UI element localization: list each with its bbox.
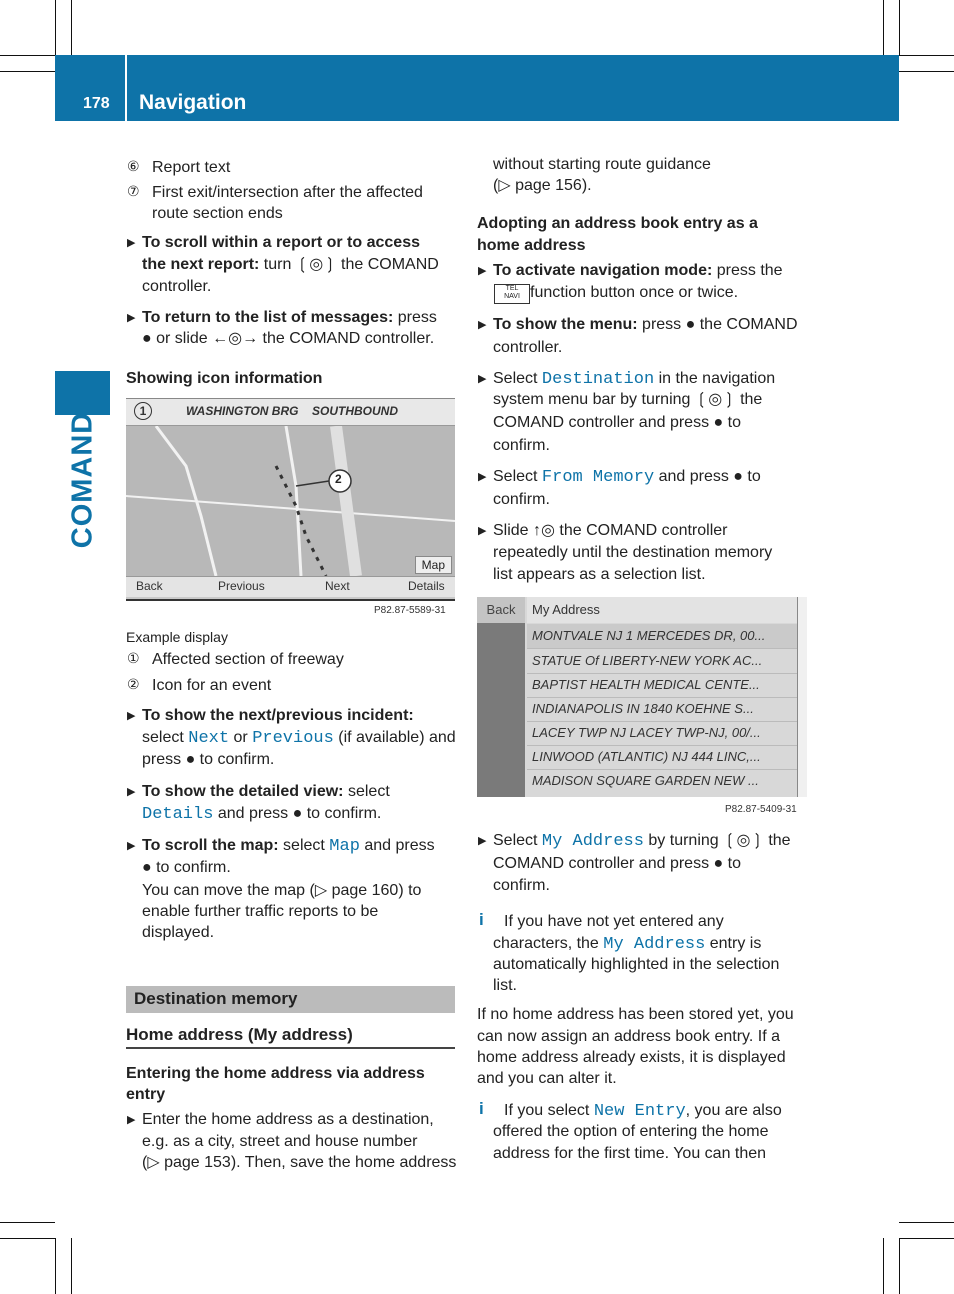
return-step-line2: ● or slide ←◎→ the COMAND controller. — [142, 330, 435, 347]
adopt-heading-line1: Adopting an address book entry as a — [477, 215, 758, 232]
info2-new-entry: New Entry — [593, 1102, 686, 1121]
list-item[interactable]: STATUE Of LIBERTY-NEW YORK AC... — [527, 649, 802, 674]
section-banner — [126, 986, 455, 1013]
list-item[interactable]: MONTVALE NJ 1 MERCEDES DR, 00... — [527, 624, 802, 649]
detail-step-text2: and press ● to confirm. — [213, 805, 382, 822]
enter-heading-line2: entry — [126, 1086, 166, 1103]
my-step-text: Select — [493, 832, 542, 849]
detail-step-line1 — [142, 781, 390, 803]
details-menu-item: Details — [142, 805, 214, 824]
list-item[interactable]: LACEY TWP NJ LACEY TWP-NJ, 00/... — [527, 721, 802, 746]
dest-step-line2: system menu bar by turning ❲◎❳ the — [493, 391, 763, 408]
crop-mark — [0, 1238, 55, 1239]
scroll-step-line3: controller. — [142, 278, 212, 295]
page-header — [55, 55, 899, 121]
crop-mark — [899, 55, 954, 56]
address-list-image — [477, 597, 806, 797]
crop-mark — [899, 1238, 954, 1239]
scroll-step-line2 — [142, 254, 439, 276]
map-softkey-bar — [126, 576, 455, 597]
para-line4: and you can alter it. — [477, 1070, 617, 1087]
callout-1: 1 — [134, 402, 152, 420]
info1-line2 — [493, 933, 761, 956]
crop-mark — [0, 55, 55, 56]
tel-label: TEL — [505, 285, 519, 292]
dest-step-text2: in the navigation — [654, 370, 776, 387]
map-display-image — [126, 398, 455, 601]
tel-navi-button-icon — [494, 284, 530, 304]
dest-step-line1 — [493, 368, 775, 391]
previous-softkey[interactable]: Previous — [218, 579, 265, 593]
menu-step-line1 — [493, 314, 798, 336]
map-road-bar — [126, 399, 455, 426]
menu-step-line2: controller. — [493, 339, 563, 356]
step-arrow-icon: ▶ — [478, 319, 487, 331]
map-step-line1 — [142, 835, 435, 858]
crop-mark — [71, 0, 72, 55]
list-image-caption: P82.87-5409-31 — [725, 804, 797, 815]
subsection-heading: Home address (My address) — [126, 1025, 353, 1044]
showing-heading: Showing icon information — [126, 370, 323, 387]
list-item[interactable]: MADISON SQUARE GARDEN NEW ... — [532, 773, 759, 788]
back-softkey[interactable]: Back — [136, 579, 163, 593]
map-graphic — [126, 426, 455, 576]
map-button[interactable]: Map — [415, 556, 452, 574]
number-6: ⑥ — [127, 158, 140, 174]
map-step-line4: enable further traffic reports to be — [142, 903, 379, 920]
map-step-text2: and press — [359, 837, 435, 854]
step-arrow-icon: ▶ — [127, 840, 136, 852]
map-image-caption: P82.87-5589-31 — [374, 605, 446, 616]
my-step-text2: by turning ❲◎❳ the — [643, 832, 791, 849]
info2-line1 — [504, 1100, 782, 1123]
enter-step-line3: (▷ page 153). Then, save the home address — [142, 1154, 457, 1171]
side-tab-block — [55, 371, 110, 415]
para-line3: home address already exists, it is displayed — [477, 1049, 786, 1066]
detail-step-bold: To show the detailed view: — [142, 783, 344, 800]
crop-mark — [883, 1238, 884, 1294]
info-icon: i — [479, 1099, 484, 1118]
my-address-menu-item: My Address — [541, 832, 644, 851]
enter-step-line2: e.g. as a city, street and house number — [142, 1133, 418, 1150]
map-direction: SOUTHBOUND — [312, 404, 398, 418]
enter-heading-line1: Entering the home address via address — [126, 1065, 425, 1082]
adopt-heading-line2: home address — [477, 237, 586, 254]
list-back-button[interactable]: Back — [477, 597, 525, 623]
dest-step-line3: COMAND controller and press ● to — [493, 414, 741, 431]
map-menu-item: Map — [329, 837, 360, 856]
activate-step-line1 — [493, 260, 783, 282]
next-step-text: select — [142, 729, 189, 746]
next-menu-item: Next — [188, 729, 230, 748]
activate-step-bold: To activate navigation mode: — [493, 262, 713, 279]
callout-2: 2 — [335, 472, 342, 486]
legend-1: Affected section of freeway — [152, 651, 344, 668]
map-step-bold: To scroll the map: — [142, 837, 279, 854]
details-softkey[interactable]: Details — [408, 579, 445, 593]
info2-line2: offered the option of entering the home — [493, 1123, 769, 1140]
map-area — [126, 426, 455, 576]
number-2: ② — [127, 676, 140, 692]
info2-text2: , you are also — [685, 1102, 782, 1119]
header-divider — [125, 55, 127, 121]
my-step-line3: confirm. — [493, 877, 550, 894]
example-display-label: Example display — [126, 629, 228, 645]
next-step-heading: To show the next/previous incident: — [142, 707, 414, 724]
info1-line1: If you have not yet entered any — [504, 913, 724, 930]
list-item[interactable]: LINWOOD (ATLANTIC) NJ 444 LINC,... — [527, 745, 802, 770]
item-report-text: Report text — [152, 159, 231, 176]
scroll-step-text: turn ❲◎❳ the COMAND — [259, 256, 439, 273]
side-tab-label: COMAND — [66, 411, 99, 549]
item-first-exit: First exit/intersection after the affected — [152, 184, 423, 201]
info2-line3: address for the first time. You can then — [493, 1145, 767, 1162]
step-arrow-icon: ▶ — [478, 373, 487, 385]
destination-menu-item: Destination — [541, 370, 655, 389]
activate-step-text: press the — [712, 262, 783, 279]
map-step-line2: ● to confirm. — [142, 859, 231, 876]
step-arrow-icon: ▶ — [478, 525, 487, 537]
next-step-line2 — [142, 727, 456, 750]
return-step-text: press — [393, 309, 437, 326]
step-arrow-icon: ▶ — [478, 265, 487, 277]
step-arrow-icon: ▶ — [127, 786, 136, 798]
my-step-line2: COMAND controller and press ● to — [493, 855, 741, 872]
map-step-text: select — [278, 837, 330, 854]
step-arrow-icon: ▶ — [478, 471, 487, 483]
slide-step-line3: list appears as a selection list. — [493, 566, 706, 583]
info2-text: If you select — [504, 1102, 594, 1119]
scroll-step-heading: To scroll within a report or to access — [142, 234, 420, 251]
crop-mark — [899, 1222, 954, 1223]
list-item[interactable]: BAPTIST HEALTH MEDICAL CENTE... — [527, 673, 802, 698]
map-step-line3: You can move the map (▷ page 160) to — [142, 882, 422, 899]
right-line2: (▷ page 156). — [493, 177, 592, 194]
scroll-step-bold: the next report: — [142, 256, 260, 273]
heading-rule — [126, 1047, 455, 1049]
map-step-line5: displayed. — [142, 924, 215, 941]
info-icon: i — [479, 910, 484, 929]
dest-step-text: Select — [493, 370, 542, 387]
step-arrow-icon: ▶ — [127, 237, 136, 249]
from-memory-menu-item: From Memory — [541, 468, 655, 487]
navi-label: NAVI — [504, 293, 520, 300]
list-scrollbar[interactable] — [797, 597, 807, 797]
number-7: ⑦ — [127, 183, 140, 199]
info1-line3: automatically highlighted in the selection — [493, 956, 780, 973]
crop-mark — [0, 71, 55, 72]
next-step-line3: press ● to confirm. — [142, 751, 275, 768]
number-1: ① — [127, 650, 140, 666]
para-line2: can now assign an address book entry. If a — [477, 1028, 780, 1045]
info1-line4: list. — [493, 977, 517, 994]
from-step-line1 — [493, 466, 761, 489]
step-arrow-icon: ▶ — [127, 312, 136, 324]
dest-step-line4: confirm. — [493, 437, 550, 454]
activate-step-line2: function button once or twice. — [530, 284, 739, 301]
crop-mark — [899, 1238, 900, 1294]
step-arrow-icon: ▶ — [127, 1114, 136, 1126]
next-step-or: or — [229, 729, 253, 746]
list-back-column — [477, 597, 525, 797]
detail-step-text: select — [343, 783, 390, 800]
list-header[interactable]: My Address — [527, 597, 802, 623]
page-number: 178 — [83, 95, 110, 112]
crop-mark — [899, 0, 900, 55]
info1-text2: entry is — [705, 935, 762, 952]
slide-step-line2: repeatedly until the destination memory — [493, 544, 773, 561]
next-step-text2: (if available) and — [333, 729, 456, 746]
from-step-line2: confirm. — [493, 491, 550, 508]
step-arrow-icon: ▶ — [127, 710, 136, 722]
info1-my-address: My Address — [603, 935, 706, 954]
legend-2: Icon for an event — [152, 677, 272, 694]
from-step-text: Select — [493, 468, 542, 485]
crop-mark — [71, 1238, 72, 1294]
item-first-exit-cont: route section ends — [152, 205, 283, 222]
section-banner-title: Destination memory — [134, 989, 298, 1008]
crop-mark — [899, 71, 954, 72]
crop-mark — [55, 0, 56, 55]
return-step-line1 — [142, 307, 437, 329]
menu-step-bold: To show the menu: — [493, 316, 638, 333]
enter-step-line1: Enter the home address as a destination, — [142, 1111, 434, 1128]
info1-text: characters, the — [493, 935, 604, 952]
crop-mark — [883, 0, 884, 55]
next-softkey[interactable]: Next — [325, 579, 350, 593]
detail-step-line2 — [142, 803, 381, 826]
para-line1: If no home address has been stored yet, you — [477, 1006, 794, 1023]
right-line1: without starting route guidance — [493, 156, 711, 173]
slide-step-line1: Slide ↑◎ the COMAND controller — [493, 522, 728, 539]
map-road-name: WASHINGTON BRG — [186, 404, 299, 418]
return-step-bold: To return to the list of messages: — [142, 309, 394, 326]
crop-mark — [55, 1238, 56, 1294]
my-step-line1 — [493, 830, 791, 853]
previous-menu-item: Previous — [252, 729, 334, 748]
from-step-text2: and press ● to — [654, 468, 761, 485]
list-item[interactable]: INDIANAPOLIS IN 1840 KOEHNE S... — [527, 697, 802, 722]
page-title: Navigation — [139, 91, 247, 114]
step-arrow-icon: ▶ — [478, 835, 487, 847]
menu-step-text: press ● the COMAND — [637, 316, 798, 333]
crop-mark — [0, 1222, 55, 1223]
